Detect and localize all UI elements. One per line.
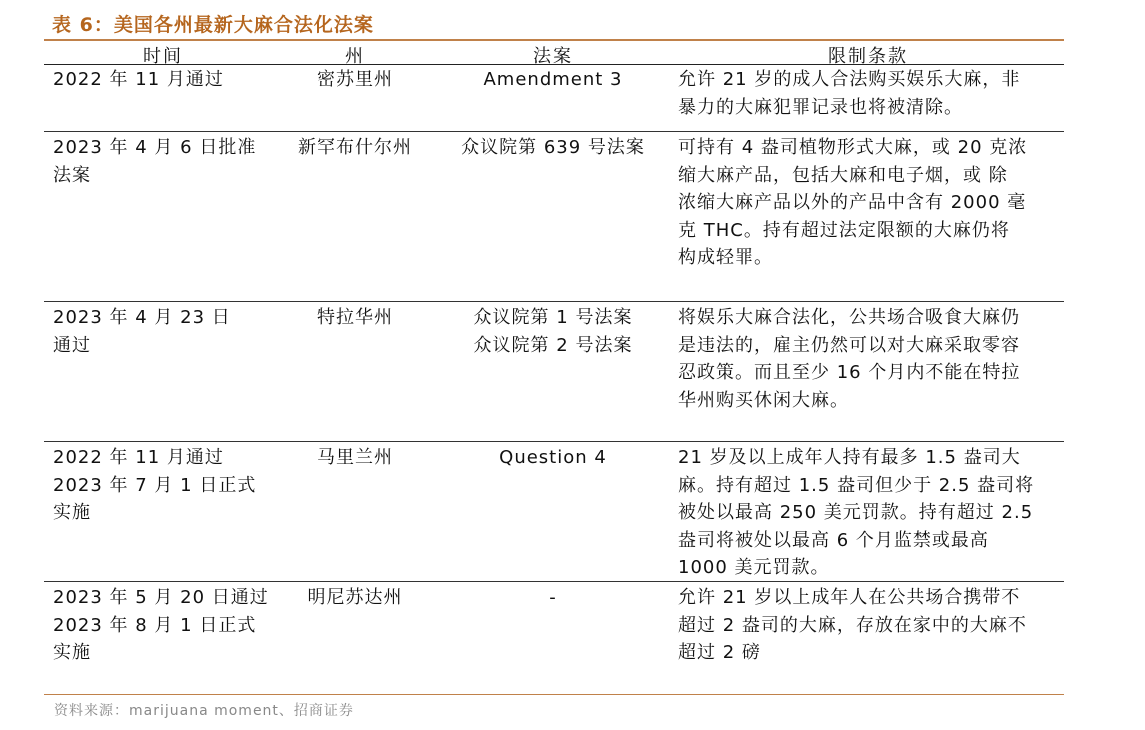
cell-law	[438, 66, 668, 94]
cell-terms-line: 构成轻罪。	[678, 247, 773, 268]
cell-law-line: Question 4	[499, 447, 607, 468]
cell-time	[53, 304, 273, 359]
cell-terms-line: 21 岁及以上成年人持有最多 1.5 盎司大	[678, 447, 1021, 468]
cell-time-line: 实施	[53, 642, 91, 663]
cell-terms-line: 忍政策。而且至少 16 个月内不能在特拉	[678, 362, 1021, 383]
cell-state	[280, 304, 430, 332]
header-law: 法案	[533, 46, 573, 67]
cell-state-line: 明尼苏达州	[307, 587, 403, 608]
cell-law-line: 众议院第 2 号法案	[473, 334, 633, 356]
row-divider	[44, 441, 1064, 442]
cell-terms	[678, 584, 1058, 667]
cell-terms	[678, 444, 1058, 582]
cell-state	[280, 584, 430, 612]
cell-time	[53, 134, 273, 189]
cell-terms-line: 允许 21 岁的成人合法购买娱乐大麻，非	[678, 69, 1021, 90]
cell-terms	[678, 304, 1058, 414]
cell-state-line: 马里兰州	[317, 447, 393, 468]
cell-state	[280, 444, 430, 472]
cell-terms-line: 暴力的大麻犯罪记录也将被清除。	[678, 96, 963, 118]
cell-law	[438, 444, 668, 472]
cell-state	[280, 134, 430, 162]
cell-state-line: 特拉华州	[317, 307, 393, 328]
cell-state-line: 密苏里州	[317, 69, 393, 90]
cell-terms-line: 允许 21 岁以上成年人在公共场合携带不	[678, 587, 1021, 608]
cell-time-line: 2023 年 7 月 1 日正式	[53, 474, 257, 496]
cell-terms	[678, 66, 1058, 121]
cell-terms-line: 可持有 4 盎司植物形式大麻，或 20 克浓	[678, 137, 1028, 158]
row-divider	[44, 301, 1064, 302]
row-divider	[44, 131, 1064, 132]
cell-state	[280, 66, 430, 94]
cell-terms-line: 是违法的，雇主仍然可以对大麻采取零容	[678, 334, 1020, 356]
cell-time-line: 法案	[53, 164, 91, 186]
cell-law-line: 众议院第 1 号法案	[473, 307, 633, 328]
cell-time-line: 2022 年 11 月通过	[53, 69, 224, 90]
cell-time-line: 实施	[53, 502, 91, 523]
table-bottom-rule	[44, 694, 1064, 695]
cell-time-line: 2023 年 4 月 23 日	[53, 307, 231, 328]
source-note: 资料来源：marijuana moment、招商证券	[54, 703, 354, 719]
cell-law	[438, 134, 668, 162]
cell-terms-line: 1000 美元罚款。	[678, 557, 830, 578]
cell-time-line: 2023 年 8 月 1 日正式	[53, 614, 257, 636]
cell-time-line: 2023 年 5 月 20 日通过	[53, 587, 269, 608]
cell-terms-line: 被处以最高 250 美元罚款。持有超过 2.5	[678, 502, 1034, 523]
cell-time	[53, 584, 273, 667]
header-divider	[44, 64, 1064, 65]
cell-time	[53, 444, 273, 527]
cell-time-line: 2022 年 11 月通过	[53, 447, 224, 468]
cell-terms-line: 浓缩大麻产品以外的产品中含有 2000 毫	[678, 192, 1027, 213]
cell-time	[53, 66, 273, 94]
cell-terms	[678, 134, 1058, 272]
table-title: 表 6：美国各州最新大麻合法化法案	[52, 14, 374, 36]
cell-terms-line: 缩大麻产品，包括大麻和电子烟，或 除	[678, 164, 1008, 186]
cell-law-line: -	[549, 587, 557, 608]
row-divider	[44, 581, 1064, 582]
header-terms: 限制条款	[828, 46, 908, 67]
cell-time-line: 2023 年 4 月 6 日批准	[53, 137, 257, 158]
cell-terms-line: 克 THC。持有超过法定限额的大麻仍将	[678, 219, 1010, 241]
cell-terms-line: 将娱乐大麻合法化，公共场合吸食大麻仍	[678, 307, 1020, 328]
cell-law	[438, 304, 668, 359]
cell-terms-line: 超过 2 磅	[678, 642, 761, 663]
cell-law-line: Amendment 3	[483, 69, 623, 90]
cell-state-line: 新罕布什尔州	[298, 137, 412, 158]
cell-terms-line: 超过 2 盎司的大麻，存放在家中的大麻不	[678, 614, 1027, 636]
cell-terms-line: 盎司将被处以最高 6 个月监禁或最高	[678, 529, 989, 551]
header-state: 州	[345, 46, 365, 67]
cell-time-line: 通过	[53, 334, 91, 356]
cell-law-line: 众议院第 639 号法案	[461, 137, 645, 158]
header-time: 时间	[143, 46, 183, 67]
title-divider	[44, 39, 1064, 41]
cell-law	[438, 584, 668, 612]
cell-terms-line: 华州购买休闲大麻。	[678, 389, 849, 411]
cell-terms-line: 麻。持有超过 1.5 盎司但少于 2.5 盎司将	[678, 474, 1035, 496]
